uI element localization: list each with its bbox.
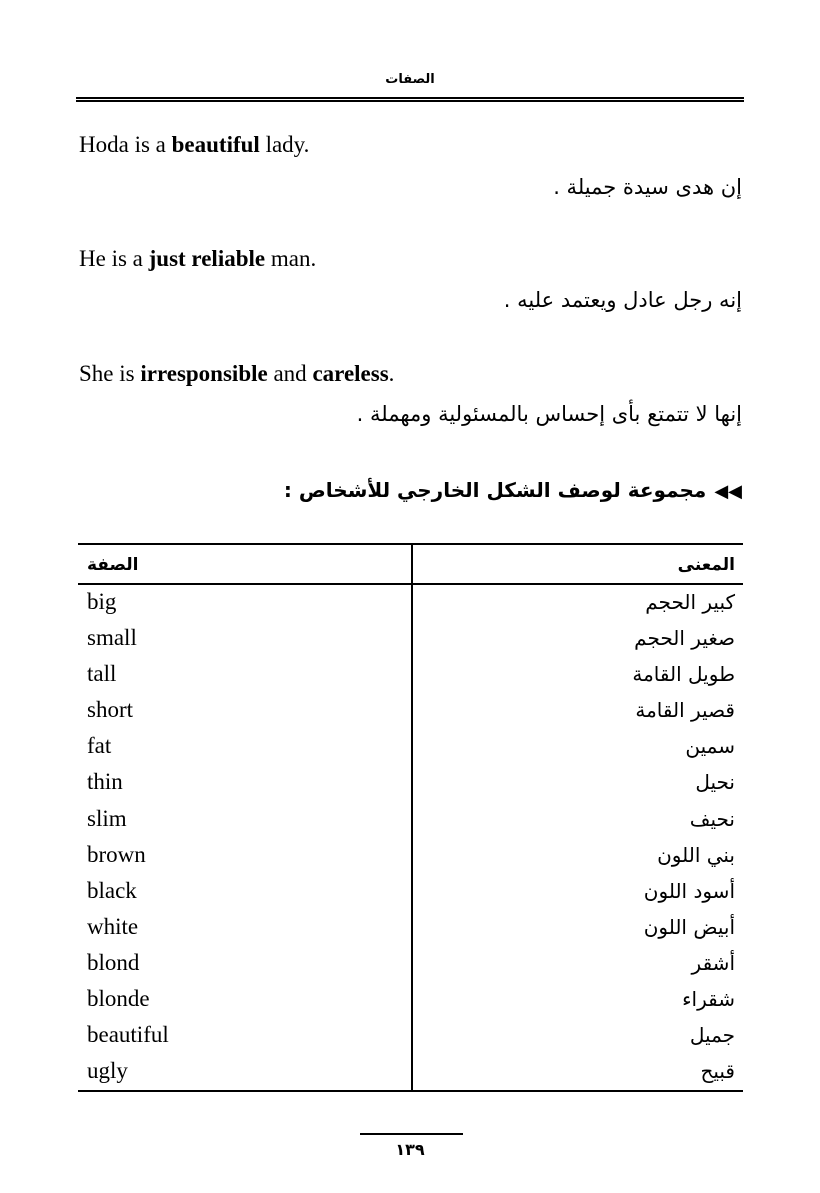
meaning-cell: بني اللون [657, 842, 735, 867]
adjective-cell: tall [87, 661, 117, 687]
table-row [78, 806, 743, 842]
adjective-cell: thin [87, 769, 123, 795]
adjective-cell: slim [87, 805, 127, 831]
sentence-text: She is [79, 361, 141, 386]
table-row [78, 661, 743, 697]
bold-term: just reliable [148, 246, 266, 271]
example-2-arabic: إنه رجل عادل ويعتمد عليه . [503, 288, 742, 312]
table-row [78, 842, 743, 878]
adjective-cell: blond [87, 949, 140, 975]
sentence-text: man. [265, 246, 317, 271]
section-heading [284, 478, 742, 502]
adjective-cell: short [87, 697, 133, 723]
meaning-cell: أسود اللون [643, 878, 735, 903]
meaning-cell: قصير القامة [635, 698, 735, 723]
table-row [78, 950, 743, 986]
column-header-meaning: المعنى [677, 555, 735, 575]
section-heading-text: مجموعة لوصف الشكل الخارجي للأشخاص : [283, 478, 707, 502]
bold-term: beautiful [171, 132, 260, 157]
table-row [78, 878, 743, 914]
meaning-cell: طويل القامة [632, 662, 735, 687]
adjective-cell: blonde [87, 986, 150, 1012]
adjective-cell: ugly [87, 1058, 128, 1084]
adjective-cell: fat [87, 733, 112, 759]
meaning-cell: سمين [685, 734, 735, 759]
table-body [78, 589, 743, 1094]
adjective-cell: brown [87, 841, 146, 867]
meaning-cell: صغير الحجم [634, 626, 735, 651]
adjective-cell: black [87, 877, 137, 903]
table-row [78, 769, 743, 805]
table-row [78, 1058, 743, 1094]
vocabulary-table [78, 543, 743, 1092]
bold-term: irresponsible [140, 361, 268, 386]
example-2-english [79, 246, 316, 272]
table-row [78, 733, 743, 769]
adjective-cell: small [87, 625, 137, 651]
column-header-adjective: الصفة [87, 555, 139, 575]
meaning-cell: نحيل [695, 770, 735, 795]
sentence-text: . [388, 361, 395, 386]
adjective-cell: big [87, 589, 117, 614]
meaning-cell: قبيح [700, 1059, 735, 1084]
bold-term: careless [312, 361, 389, 386]
table-row [78, 625, 743, 661]
sentence-text: He is a [79, 246, 149, 271]
meaning-cell: جميل [689, 1023, 735, 1048]
sentence-text: lady. [259, 132, 310, 157]
table-row [78, 986, 743, 1022]
header-double-rule [76, 97, 744, 102]
example-1-english [79, 132, 309, 158]
double-arrow-icon: ◀◀ [714, 481, 742, 502]
adjective-cell: white [87, 913, 139, 939]
meaning-cell: أبيض اللون [643, 914, 735, 939]
page-number: ١٣٩ [395, 1140, 425, 1159]
table-row [78, 589, 743, 625]
table-row [78, 1022, 743, 1058]
meaning-cell: شقراء [682, 987, 735, 1012]
table-row [78, 697, 743, 733]
meaning-cell: كبير الحجم [645, 590, 735, 614]
adjective-cell: beautiful [87, 1022, 169, 1048]
example-3-english [79, 361, 394, 387]
sentence-text: Hoda is a [79, 132, 172, 157]
example-1-arabic: إن هدى سيدة جميلة . [553, 175, 742, 199]
example-3-arabic: إنها لا تتمتع بأى إحساس بالمسئولية ومهملة . [356, 402, 742, 426]
sentence-text: and [267, 361, 313, 386]
footer-rule [360, 1133, 463, 1135]
meaning-cell: أشقر [691, 950, 735, 975]
running-header-title: الصفات [385, 72, 435, 87]
table-row [78, 914, 743, 950]
table-header-row [78, 545, 743, 585]
meaning-cell: نحيف [689, 806, 735, 831]
